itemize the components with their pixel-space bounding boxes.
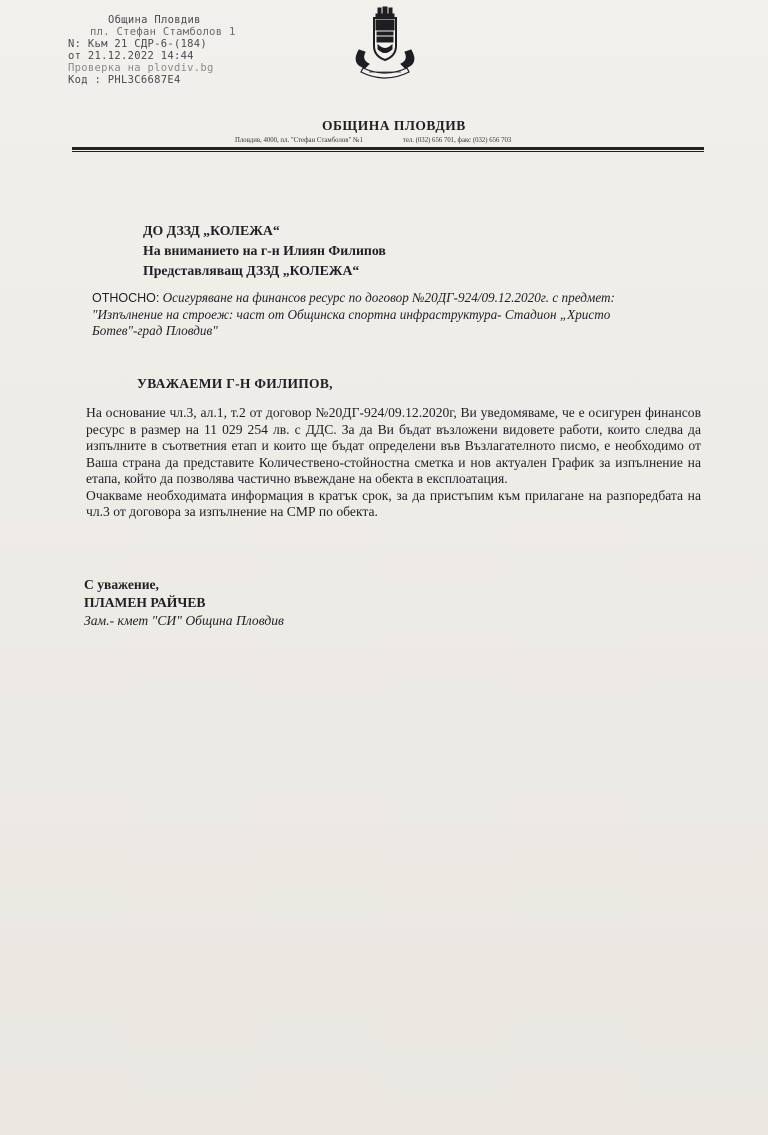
body-paragraph: На основание чл.3, ал.1, т.2 от договор №20ДГ-924/09.12.2020г, Ви уведомяваме, че е осигурен финансов ресурс в размер на 11 029 254 лв. с ДДС. За да Ви бъдат възложени видовете работи, които следва да изпълните в съответния етап и които ще бъдат определени във Възлагателното писмо, е необходимо от Ваша страна да представите Количествено-стойностна сметка и нов актуален График за изпълнение на етапа, който да позволява частично въвеждане на обекта в експлоатация. xyxy=(86,405,701,486)
stamp-line: от 21.12.2022 14:44 xyxy=(68,50,194,62)
closing-phrase: С уважение, xyxy=(84,577,159,592)
organization-phone: тел. (032) 656 701, факс (032) 656 703 xyxy=(402,137,512,144)
stamp-line: Код : PHL3C6687E4 xyxy=(68,74,181,86)
organization-contacts xyxy=(235,137,511,144)
recipient-block xyxy=(143,221,386,281)
recipient-line: На вниманието на г-н Илиян Филипов xyxy=(143,243,386,258)
salutation: УВАЖАЕМИ Г-Н ФИЛИПОВ, xyxy=(137,376,333,391)
letterhead-rule-thin xyxy=(72,151,704,152)
recipient-line: Представляващ ДЗЗД „КОЛЕЖА“ xyxy=(143,263,360,278)
stamp-line: Община Пловдив xyxy=(108,14,201,26)
stamp-line: пл. Стефан Стамболов 1 xyxy=(90,26,236,38)
signature-block xyxy=(84,576,284,630)
organization-address: Пловдив, 4000, пл. "Стефан Стамболов" №1 xyxy=(235,137,363,144)
registration-stamp xyxy=(68,14,236,86)
stamp-line: N: Кьм 21 СДР-6-(184) xyxy=(68,38,208,50)
subject-line: Ботев"-град Пловдив" xyxy=(92,323,218,338)
body-paragraph: Очакваме необходимата информация в кратък срок, за да пристъпим към прилагане на разпоредбата на чл.3 от договора за изпълнение на СМР по обекта. xyxy=(86,487,701,519)
signer-name: ПЛАМЕН РАЙЧЕВ xyxy=(84,595,206,610)
subject-line: Осигуряване на финансов ресурс по договор №20ДГ-924/09.12.2020г. с предмет: xyxy=(162,290,615,305)
recipient-line: ДО ДЗЗД „КОЛЕЖА“ xyxy=(143,223,280,238)
organization-name: ОБЩИНА ПЛОВДИВ xyxy=(322,118,466,133)
subject-line: "Изпълнение на строеж: част от Общинска спортна инфраструктура- Стадион „Христо xyxy=(92,306,611,322)
stamp-line: Проверка на plovdiv.bg xyxy=(68,62,214,74)
subject-block xyxy=(92,290,712,340)
signer-title: Зам.- кмет "СИ" Община Пловдив xyxy=(84,613,284,628)
letterhead-rule xyxy=(72,147,704,150)
subject-label: ОТНОСНО: xyxy=(92,291,160,305)
letter-body xyxy=(86,405,701,521)
coat-of-arms-icon xyxy=(345,6,425,84)
